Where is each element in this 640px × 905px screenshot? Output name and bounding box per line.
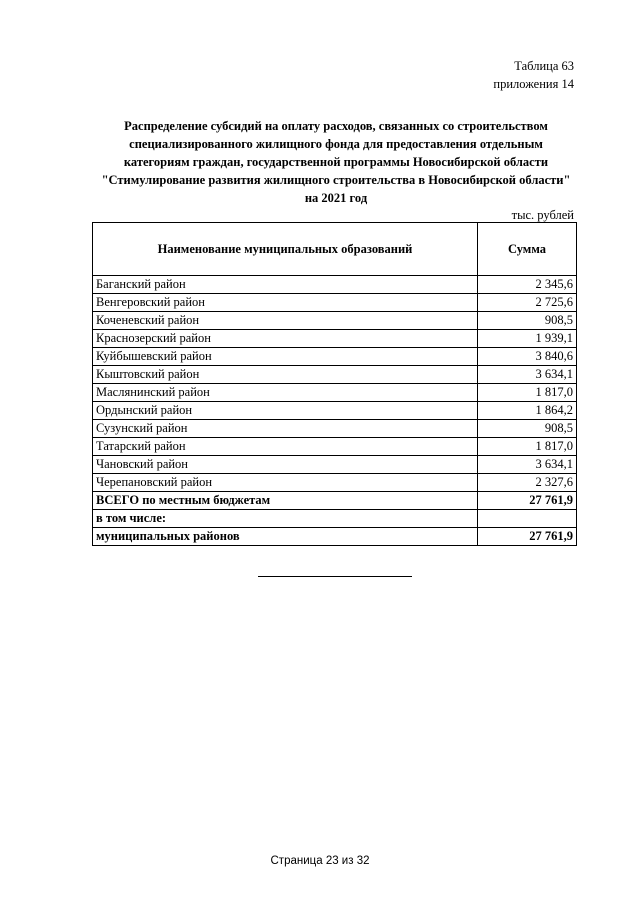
table-row [93,348,577,366]
amount-value: 908,5 [478,312,577,330]
total-value: 27 761,9 [478,492,577,510]
municipality-name: Венгеровский район [93,294,478,312]
appendix-number: приложения 14 [493,77,574,91]
header-municipality: Наименование муниципальных образований [93,223,478,276]
table-row [93,330,577,348]
including-row [93,510,577,528]
table-row [93,456,577,474]
units-label: тыс. рублей [511,208,574,222]
table-row [93,294,577,312]
table-reference [493,57,574,93]
total-label: ВСЕГО по местным бюджетам [93,492,478,510]
municipality-name: Маслянинский район [93,384,478,402]
amount-value: 2 345,6 [478,276,577,294]
table-row [93,402,577,420]
amount-value: 1 864,2 [478,402,577,420]
municipality-name: Краснозерский район [93,330,478,348]
table-row [93,474,577,492]
table-row [93,438,577,456]
amount-value: 3 840,6 [478,348,577,366]
table-row [93,276,577,294]
municipality-name: Ордынский район [93,402,478,420]
municipality-name: Куйбышевский район [93,348,478,366]
including-label: в том числе: [93,510,478,528]
municipality-name: Татарский район [93,438,478,456]
municipal-value: 27 761,9 [478,528,577,546]
page-number: Страница 23 из 32 [270,855,370,867]
amount-value: 1 817,0 [478,384,577,402]
municipality-name: Кыштовский район [93,366,478,384]
divider-line [258,576,412,577]
amount-value: 2 725,6 [478,294,577,312]
municipal-label: муниципальных районов [93,528,478,546]
amount-value: 1 939,1 [478,330,577,348]
table-row [93,312,577,330]
including-value [478,510,577,528]
municipality-name: Чановский район [93,456,478,474]
amount-value: 2 327,6 [478,474,577,492]
municipal-row [93,528,577,546]
header-amount: Сумма [478,223,577,276]
table-header-row [93,223,577,276]
amount-value: 908,5 [478,420,577,438]
table-row [93,366,577,384]
table-row [93,384,577,402]
amount-value: 1 817,0 [478,438,577,456]
amount-value: 3 634,1 [478,366,577,384]
table-row [93,420,577,438]
subsidy-table [92,222,577,546]
document-title: Распределение субсидий на оплату расходов, связанных со строительством специализированного жилищного фонда для предоставления отдельным категориям граждан, государственной программы Новосибирской области "Стимулирование развития жилищного строительства в Новосибирской области" на 2021 год [101,119,571,205]
municipality-name: Баганский район [93,276,478,294]
municipality-name: Черепановский район [93,474,478,492]
amount-value: 3 634,1 [478,456,577,474]
total-row [93,492,577,510]
municipality-name: Сузунский район [93,420,478,438]
municipality-name: Коченевский район [93,312,478,330]
table-number: Таблица 63 [514,59,574,73]
